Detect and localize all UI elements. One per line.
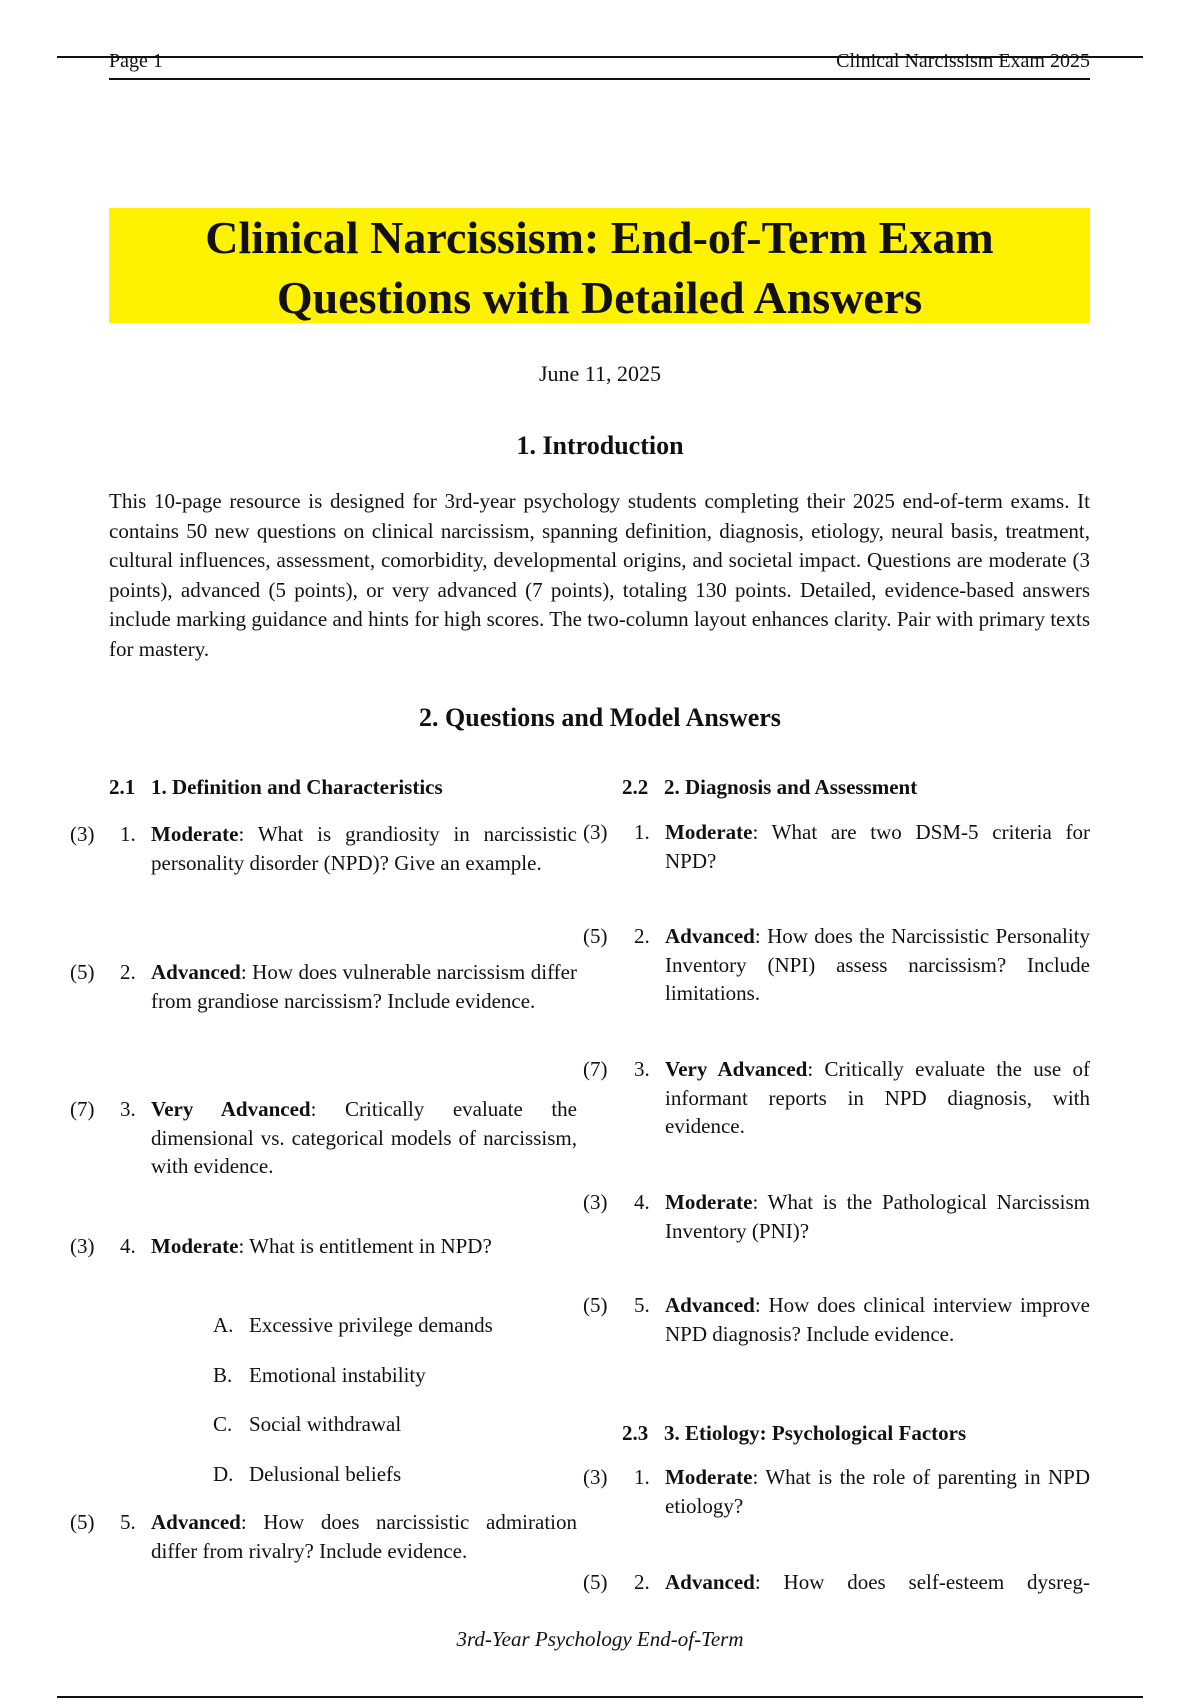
- subsection-title: 1. Definition and Characteristics: [151, 775, 443, 799]
- document-title: [109, 208, 1090, 323]
- difficulty-level: Advanced: [665, 1293, 755, 1317]
- document-date: June 11, 2025: [538, 361, 661, 386]
- question-points: (5): [70, 1510, 95, 1534]
- difficulty-level: Very Advanced: [665, 1057, 808, 1081]
- difficulty-level: Moderate: [151, 1234, 239, 1258]
- question-text: [151, 1508, 577, 1565]
- question-number: 5.: [634, 1293, 650, 1317]
- question-number: 3.: [634, 1057, 650, 1081]
- question-body: : Critically evaluate the use of informant reports in NPD diagnosis, with evidence.: [665, 1057, 1090, 1138]
- question-number: 1.: [120, 822, 136, 846]
- option-text: Emotional instability: [249, 1363, 426, 1387]
- question-points: (3): [70, 822, 95, 846]
- difficulty-level: Moderate: [665, 1190, 753, 1214]
- question-number: 1.: [634, 820, 650, 844]
- question-number: 1.: [634, 1465, 650, 1489]
- answer-option-c[interactable]: [213, 1410, 401, 1438]
- title-line-2: Questions with Detailed Answers: [276, 272, 923, 323]
- subsection-number: 2.3: [622, 1421, 649, 1445]
- subsection-number: 2.1: [109, 775, 136, 799]
- introduction-paragraph: This 10-page resource is designed for 3rd-year psychology students completing their 2025 end-of-term exams. It contains 50 new questions on clinical narcissism, spanning definition, diagnosis, etiology, neural basis, treatment, cultural influences, assessment, comorbidity, developmental origins, and societal impact. Questions are moderate (3 points), advanced (5 points), or very advanced (7 points), totaling 130 points. Detailed, evidence-based answers include marking guidance and hints for high scores. The two-column layout enhances clarity. Pair with primary texts for mastery.: [109, 489, 1090, 661]
- question-text: [151, 1232, 577, 1261]
- question-body: : What is the role of parenting in NPD etiology?: [665, 1465, 1090, 1518]
- subsection-heading-2-1: [109, 773, 443, 801]
- question-text: [665, 1568, 1090, 1597]
- question-points: (7): [70, 1097, 95, 1121]
- subsection-number: 2.2: [622, 775, 649, 799]
- difficulty-level: Moderate: [151, 822, 239, 846]
- question-body: : What is grandiosity in narcissistic personality disorder (NPD)? Give an example.: [151, 822, 577, 875]
- section-heading-introduction: 1. Introduction: [516, 431, 684, 460]
- question-text: [665, 1463, 1090, 1520]
- option-text: Social withdrawal: [249, 1412, 402, 1436]
- subsection-heading-2-2: [622, 773, 917, 801]
- question-body: : What are two DSM-5 criteria for NPD?: [665, 820, 1090, 873]
- option-letter: B.: [213, 1363, 233, 1387]
- question-number: 2.: [120, 960, 136, 984]
- difficulty-level: Moderate: [665, 820, 753, 844]
- question-points: (3): [70, 1234, 95, 1258]
- answer-option-b[interactable]: [213, 1361, 426, 1389]
- option-letter: C.: [213, 1412, 233, 1436]
- title-line-1: Clinical Narcissism: End-of-Term Exam: [205, 212, 994, 263]
- difficulty-level: Advanced: [665, 924, 755, 948]
- question-body: : How does narcissistic admiration differ from rivalry? Include evidence.: [151, 1510, 577, 1563]
- question-body: : Critically evaluate the dimensional vs. categorical models of narcissism, with evidence.: [151, 1097, 577, 1178]
- question-number: 5.: [120, 1510, 136, 1534]
- difficulty-level: Very Advanced: [151, 1097, 311, 1121]
- question-points: (7): [583, 1057, 608, 1081]
- option-text: Delusional beliefs: [249, 1462, 402, 1486]
- difficulty-level: Advanced: [151, 960, 241, 984]
- question-points: (5): [70, 960, 95, 984]
- question-points: (5): [583, 1570, 608, 1594]
- answer-option-a[interactable]: [213, 1311, 493, 1339]
- page-header: [109, 50, 1090, 72]
- difficulty-level: Advanced: [151, 1510, 241, 1534]
- question-body: : What is entitlement in NPD?: [238, 1234, 492, 1258]
- header-doc-title: Clinical Narcissism Exam 2025: [836, 50, 1090, 72]
- question-points: (5): [583, 924, 608, 948]
- page-footer: 3rd-Year Psychology End-of-Term: [456, 1627, 744, 1651]
- answer-option-d[interactable]: [213, 1460, 401, 1488]
- option-text: Excessive privilege demands: [249, 1313, 493, 1337]
- question-text: [151, 958, 577, 1015]
- question-text: [151, 1095, 577, 1181]
- question-body: : How does vulnerable narcissism differ from grandiose narcissism? Include evidence.: [151, 960, 577, 1013]
- question-points: (3): [583, 820, 608, 844]
- footer-rule: [57, 1696, 1143, 1698]
- question-points: (3): [583, 1465, 608, 1489]
- subsection-title: 2. Diagnosis and Assessment: [664, 775, 918, 799]
- question-text: [665, 1055, 1090, 1141]
- question-text: [665, 1291, 1090, 1348]
- question-text: [665, 1188, 1090, 1245]
- question-text: [151, 820, 577, 877]
- question-body: : How does clinical interview improve NPD diagnosis? Include evidence.: [665, 1293, 1090, 1346]
- header-page-number: Page 1: [109, 50, 163, 72]
- question-number: 2.: [634, 1570, 650, 1594]
- question-body: : What is the Pathological Narcissism Inventory (PNI)?: [665, 1190, 1090, 1243]
- option-letter: D.: [213, 1462, 234, 1486]
- subsection-title: 3. Etiology: Psychological Factors: [664, 1421, 967, 1445]
- difficulty-level: Advanced: [665, 1570, 755, 1594]
- header-rule-bottom: [109, 78, 1090, 80]
- question-points: (3): [583, 1190, 608, 1214]
- question-points: (5): [583, 1293, 608, 1317]
- question-number: 2.: [634, 924, 650, 948]
- question-body: : How does self-esteem dysreg-: [754, 1570, 1090, 1594]
- section-heading-questions: 2. Questions and Model Answers: [419, 703, 781, 732]
- question-number: 3.: [120, 1097, 136, 1121]
- question-body: : How does the Narcissistic Personality Inventory (NPI) assess narcissism? Include limitations.: [665, 924, 1090, 1005]
- subsection-heading-2-3: [622, 1419, 966, 1447]
- question-text: [665, 818, 1090, 875]
- question-number: 4.: [120, 1234, 136, 1258]
- difficulty-level: Moderate: [665, 1465, 753, 1489]
- question-number: 4.: [634, 1190, 650, 1214]
- question-text: [665, 922, 1090, 1008]
- option-letter: A.: [213, 1313, 234, 1337]
